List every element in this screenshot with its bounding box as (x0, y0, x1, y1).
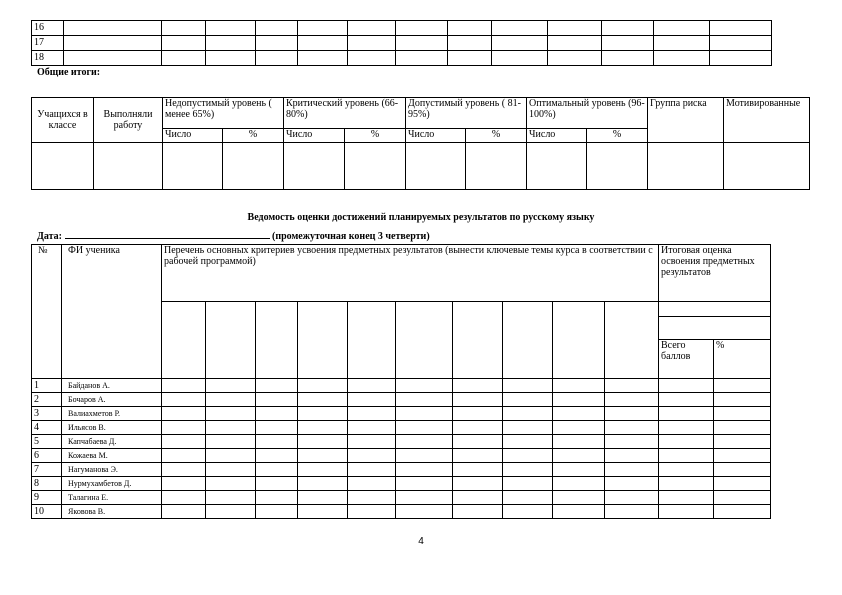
student-number: 4 (32, 421, 62, 435)
assessment-table (31, 244, 771, 519)
risk-group-header: Группа риска (648, 98, 724, 143)
table-row (32, 393, 771, 407)
table-row (32, 21, 772, 36)
table-row (32, 477, 771, 491)
students-header: Учащихся в классе (32, 98, 94, 143)
optimal-header: Оптимальный уровень (96-100%) (527, 98, 648, 129)
completed-header: Выполняли работу (94, 98, 163, 143)
student-name: Нагуманова Э. (62, 463, 162, 477)
table-row (32, 491, 771, 505)
date-blank (65, 229, 270, 239)
row-number: 16 (32, 21, 64, 36)
student-number: 8 (32, 477, 62, 491)
percent-header: % (714, 340, 771, 379)
criteria-header: Перечень основных критериев усвоения предметных результатов (вынести ключевые темы курса в соответствии с рабочей программой) (162, 245, 659, 302)
student-name: Кожаева М. (62, 449, 162, 463)
motivated-header: Мотивированные (724, 98, 810, 143)
sub-number: Число (284, 129, 345, 143)
student-name: Капчабаева Д. (62, 435, 162, 449)
table-row (32, 505, 771, 519)
row-number: 17 (32, 36, 64, 51)
student-name: Нурмухамбетов Д. (62, 477, 162, 491)
table-row (32, 421, 771, 435)
student-number: 9 (32, 491, 62, 505)
sub-percent: % (345, 129, 406, 143)
student-number: 5 (32, 435, 62, 449)
student-number: 6 (32, 449, 62, 463)
summary-table (31, 97, 810, 190)
summary-header-row (32, 98, 810, 129)
row-number: 18 (32, 51, 64, 66)
previous-table-fragment (31, 20, 772, 66)
student-number: 2 (32, 393, 62, 407)
date-line (37, 229, 430, 242)
table-row (32, 379, 771, 393)
student-name: Валиахметов Р. (62, 407, 162, 421)
total-points-header: Всего баллов (659, 340, 714, 379)
date-label: Дата: (37, 231, 62, 242)
sub-number: Число (163, 129, 223, 143)
totals-label: Общие итоги: (37, 67, 101, 78)
table-row (32, 407, 771, 421)
unacceptable-header: Недопустимый уровень ( менее 65%) (163, 98, 284, 129)
table-row (32, 449, 771, 463)
table-row (32, 435, 771, 449)
student-number: 3 (32, 407, 62, 421)
sub-number: Число (527, 129, 587, 143)
student-name: Яковова В. (62, 505, 162, 519)
table-row (32, 51, 772, 66)
final-header: Итоговая оценка освоения предметных результатов (659, 245, 771, 302)
critical-header: Критический уровень (66-80%) (284, 98, 406, 129)
table-row (32, 36, 772, 51)
table-row (32, 463, 771, 477)
page-number: 4 (418, 536, 424, 547)
student-name: Ильясов В. (62, 421, 162, 435)
num-header: № (32, 245, 62, 379)
sub-percent: % (223, 129, 284, 143)
student-name: Талагина Е. (62, 491, 162, 505)
sheet-title: Ведомость оценки достижений планируемых результатов по русскому языку (247, 212, 595, 223)
student-name: Байданов А. (62, 379, 162, 393)
student-name: Бочаров А. (62, 393, 162, 407)
date-suffix: (промежуточная конец 3 четверти) (272, 231, 430, 242)
acceptable-header: Допустимый уровень ( 81-95%) (406, 98, 527, 129)
sub-percent: % (587, 129, 648, 143)
student-number: 10 (32, 505, 62, 519)
sub-number: Число (406, 129, 466, 143)
assessment-header-row (32, 245, 771, 302)
summary-data-row (32, 143, 810, 190)
student-number: 7 (32, 463, 62, 477)
sub-percent: % (466, 129, 527, 143)
student-number: 1 (32, 379, 62, 393)
name-header: ФИ ученика (62, 245, 162, 379)
